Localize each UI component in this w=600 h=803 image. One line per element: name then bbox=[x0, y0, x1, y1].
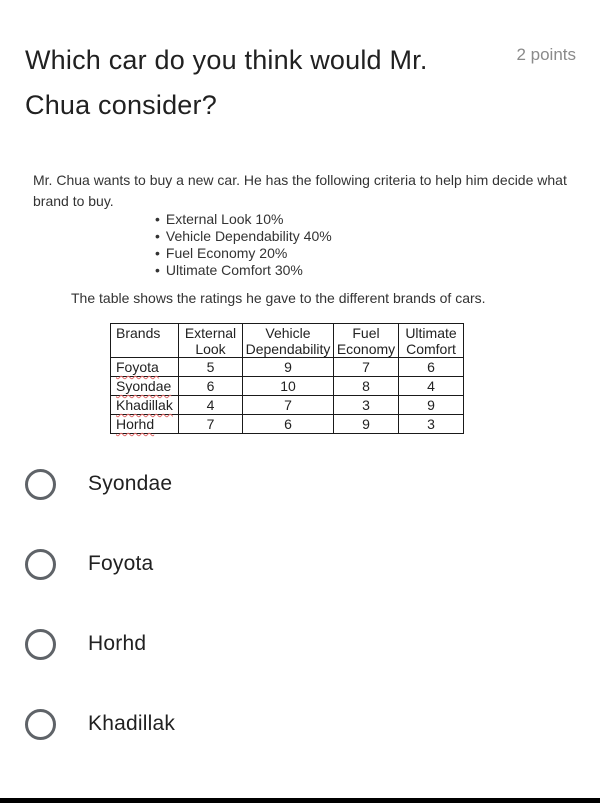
brand-name: Foyota bbox=[116, 359, 159, 375]
attachment-paragraph: Mr. Chua wants to buy a new car. He has the following criteria to help him decide what brand to buy. bbox=[33, 172, 567, 209]
rating-cell: 4 bbox=[179, 396, 243, 415]
answer-option-khadillak[interactable] bbox=[25, 708, 175, 740]
criteria-text: Vehicle Dependability 40% bbox=[165, 228, 332, 244]
answer-option-label: Syondae bbox=[88, 472, 173, 495]
criteria-item bbox=[155, 245, 600, 262]
table-caption: The table shows the ratings he gave to the different brands of cars. bbox=[71, 290, 486, 306]
table-row bbox=[111, 415, 464, 434]
brand-cell bbox=[111, 377, 179, 396]
radio-button-icon[interactable] bbox=[25, 629, 56, 660]
rating-cell: 7 bbox=[243, 396, 334, 415]
criteria-item bbox=[155, 228, 600, 245]
rating-cell: 10 bbox=[243, 377, 334, 396]
table-row bbox=[111, 358, 464, 377]
rating-cell: 5 bbox=[179, 358, 243, 377]
bullet-icon: • bbox=[155, 228, 160, 244]
answer-option-label: Khadillak bbox=[88, 712, 176, 735]
brand-name: Khadillak bbox=[116, 397, 173, 413]
bullet-icon: • bbox=[155, 245, 160, 261]
table-header-brands bbox=[111, 324, 179, 358]
header-line: Brands bbox=[116, 325, 161, 341]
answer-option-label: Foyota bbox=[88, 552, 154, 575]
points-badge: 2 points bbox=[516, 45, 576, 64]
rating-cell: 7 bbox=[179, 415, 243, 434]
radio-button-icon[interactable] bbox=[25, 549, 56, 580]
question-title: Which car do you think would Mr. Chua consider? bbox=[25, 45, 428, 120]
rating-cell: 6 bbox=[179, 377, 243, 396]
answer-option-label: Horhd bbox=[88, 632, 147, 655]
rating-cell: 9 bbox=[334, 415, 399, 434]
table-row bbox=[111, 396, 464, 415]
header-line: Comfort bbox=[406, 341, 456, 357]
rating-cell: 7 bbox=[334, 358, 399, 377]
table-header-external-look bbox=[179, 324, 243, 358]
header-line: Fuel bbox=[352, 325, 380, 341]
header-line: Look bbox=[195, 341, 226, 357]
rating-cell: 9 bbox=[243, 358, 334, 377]
header-line: Vehicle bbox=[265, 325, 311, 341]
rating-cell: 3 bbox=[399, 415, 464, 434]
table-header-fuel-economy bbox=[334, 324, 399, 358]
header-line: Ultimate bbox=[405, 325, 457, 341]
header-line: External bbox=[184, 325, 237, 341]
ratings-table bbox=[110, 323, 464, 434]
bullet-icon: • bbox=[155, 262, 160, 278]
brand-name: Syondae bbox=[116, 378, 172, 394]
table-header-ultimate-comfort bbox=[399, 324, 464, 358]
criteria-item bbox=[155, 211, 600, 228]
criteria-text: External Look 10% bbox=[165, 211, 284, 227]
criteria-text: Fuel Economy 20% bbox=[165, 245, 288, 261]
table-header-row bbox=[111, 324, 464, 358]
header-line bbox=[116, 341, 176, 357]
bullet-icon: • bbox=[155, 211, 160, 227]
criteria-item bbox=[155, 262, 600, 279]
rating-cell: 3 bbox=[334, 396, 399, 415]
radio-button-icon[interactable] bbox=[25, 469, 56, 500]
rating-cell: 9 bbox=[399, 396, 464, 415]
brand-cell bbox=[111, 396, 179, 415]
question-header bbox=[25, 38, 576, 128]
answer-option-syondae[interactable] bbox=[25, 468, 175, 500]
answer-option-horhd[interactable] bbox=[25, 628, 175, 660]
brand-name: Horhd bbox=[116, 416, 155, 432]
header-line: Economy bbox=[336, 341, 396, 357]
rating-cell: 6 bbox=[399, 358, 464, 377]
brand-cell bbox=[111, 415, 179, 434]
answer-options bbox=[25, 468, 175, 788]
table-row bbox=[111, 377, 464, 396]
rating-cell: 8 bbox=[334, 377, 399, 396]
question-attachment-image bbox=[0, 170, 600, 434]
header-line: Dependability bbox=[245, 341, 331, 357]
brand-cell bbox=[111, 358, 179, 377]
rating-cell: 6 bbox=[243, 415, 334, 434]
answer-option-foyota[interactable] bbox=[25, 548, 175, 580]
criteria-text: Ultimate Comfort 30% bbox=[165, 262, 303, 278]
rating-cell: 4 bbox=[399, 377, 464, 396]
criteria-list bbox=[155, 211, 600, 279]
table-header-vehicle-dependability bbox=[243, 324, 334, 358]
bottom-border-bar bbox=[0, 798, 600, 803]
radio-button-icon[interactable] bbox=[25, 709, 56, 740]
